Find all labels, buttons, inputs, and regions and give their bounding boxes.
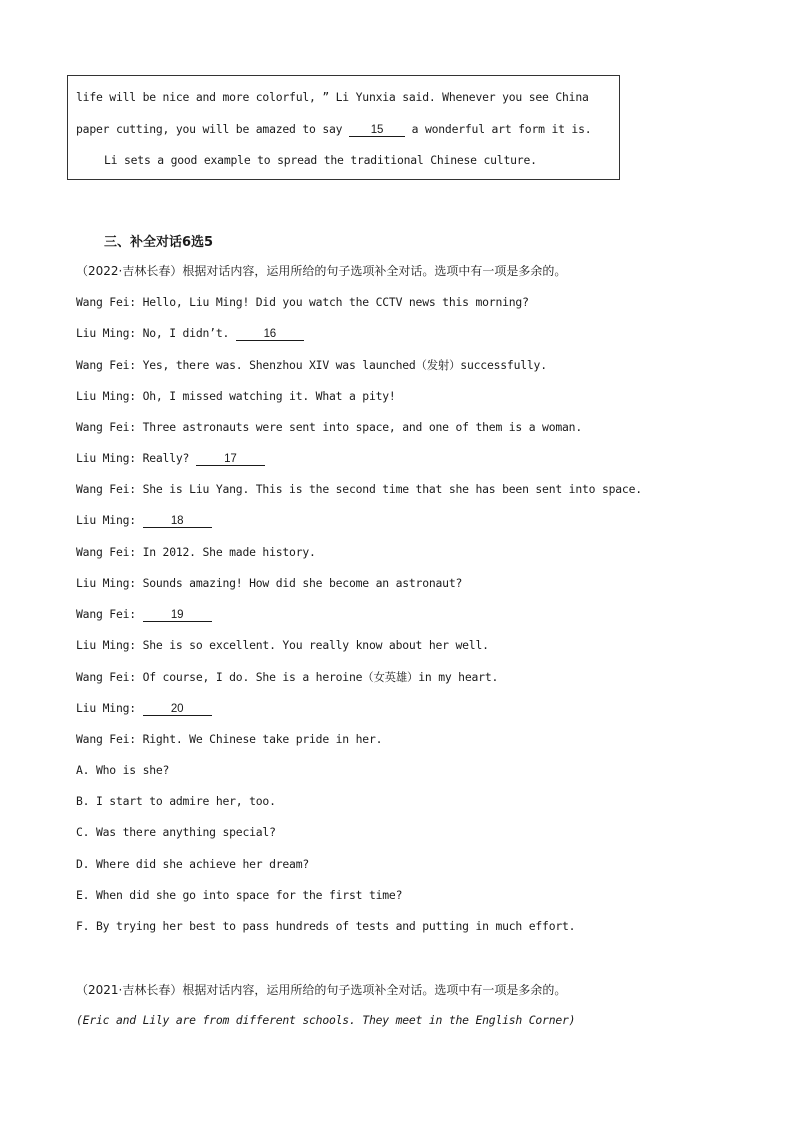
dialogue-line-text: Liu Ming: No, I didn’t. (76, 326, 236, 340)
passage-line-1: life will be nice and more colorful, ” Li Yunxia said. Whenever you see China (76, 90, 589, 104)
blank-18: 18 (143, 515, 212, 528)
passage-line-2-end: a wonderful art form it is. (404, 122, 592, 136)
passage-box (67, 75, 620, 180)
option-a: A. Who is she? (76, 763, 170, 777)
dialogue-line (76, 513, 212, 528)
dialogue-line: Wang Fei: Right. We Chinese take pride in her. (76, 732, 383, 746)
dialogue-line (76, 607, 212, 622)
passage-line-2-start: paper cutting, you will be amazed to say (76, 122, 349, 136)
option-c: C. Was there anything special? (76, 825, 276, 839)
dialogue-line-text: Liu Ming: Really? (76, 451, 196, 465)
blank-16: 16 (236, 328, 304, 341)
dialogue-line (76, 451, 265, 466)
q2-intro: （2021·吉林长春）根据对话内容，运用所给的句子选项补全对话。选项中有一项是多余的。 (76, 983, 567, 997)
dialogue-line-text: Liu Ming: (76, 701, 143, 715)
dialogue-line: Wang Fei: In 2012. She made history. (76, 545, 316, 559)
option-e: E. When did she go into space for the first time? (76, 888, 403, 902)
dialogue-line: Wang Fei: Yes, there was. Shenzhou XIV was launched（发射）successfully. (76, 358, 547, 372)
dialogue-line: Wang Fei: Of course, I do. She is a heroine（女英雄）in my heart. (76, 670, 499, 684)
dialogue-line: Liu Ming: She is so excellent. You really know about her well. (76, 638, 489, 652)
option-f: F. By trying her best to pass hundreds of tests and putting in much effort. (76, 919, 576, 933)
section-title: 三、补全对话6选5 (104, 235, 214, 250)
blank-20: 20 (143, 703, 212, 716)
dialogue-line-text: Wang Fei: (76, 607, 143, 621)
q1-intro: （2022·吉林长春）根据对话内容，运用所给的句子选项补全对话。选项中有一项是多余的。 (76, 264, 567, 278)
dialogue-line-text: Liu Ming: (76, 513, 143, 527)
dialogue-line: Liu Ming: Sounds amazing! How did she become an astronaut? (76, 576, 463, 590)
dialogue-line: Wang Fei: Hello, Liu Ming! Did you watch the CCTV news this morning? (76, 295, 529, 309)
blank-15: 15 (349, 124, 405, 137)
dialogue-line (76, 701, 212, 716)
dialogue-line (76, 326, 304, 341)
dialogue-line: Wang Fei: She is Liu Yang. This is the second time that she has been sent into space. (76, 482, 642, 496)
passage-line-2 (76, 122, 591, 137)
option-b: B. I start to admire her, too. (76, 794, 276, 808)
blank-17: 17 (196, 453, 265, 466)
q2-context: (Eric and Lily are from different schools. They meet in the English Corner) (76, 1013, 576, 1027)
option-d: D. Where did she achieve her dream? (76, 857, 310, 871)
dialogue-line: Wang Fei: Three astronauts were sent into space, and one of them is a woman. (76, 420, 582, 434)
blank-19: 19 (143, 609, 212, 622)
dialogue-line: Liu Ming: Oh, I missed watching it. What a pity! (76, 389, 396, 403)
passage-line-3: Li sets a good example to spread the traditional Chinese culture. (104, 153, 537, 167)
